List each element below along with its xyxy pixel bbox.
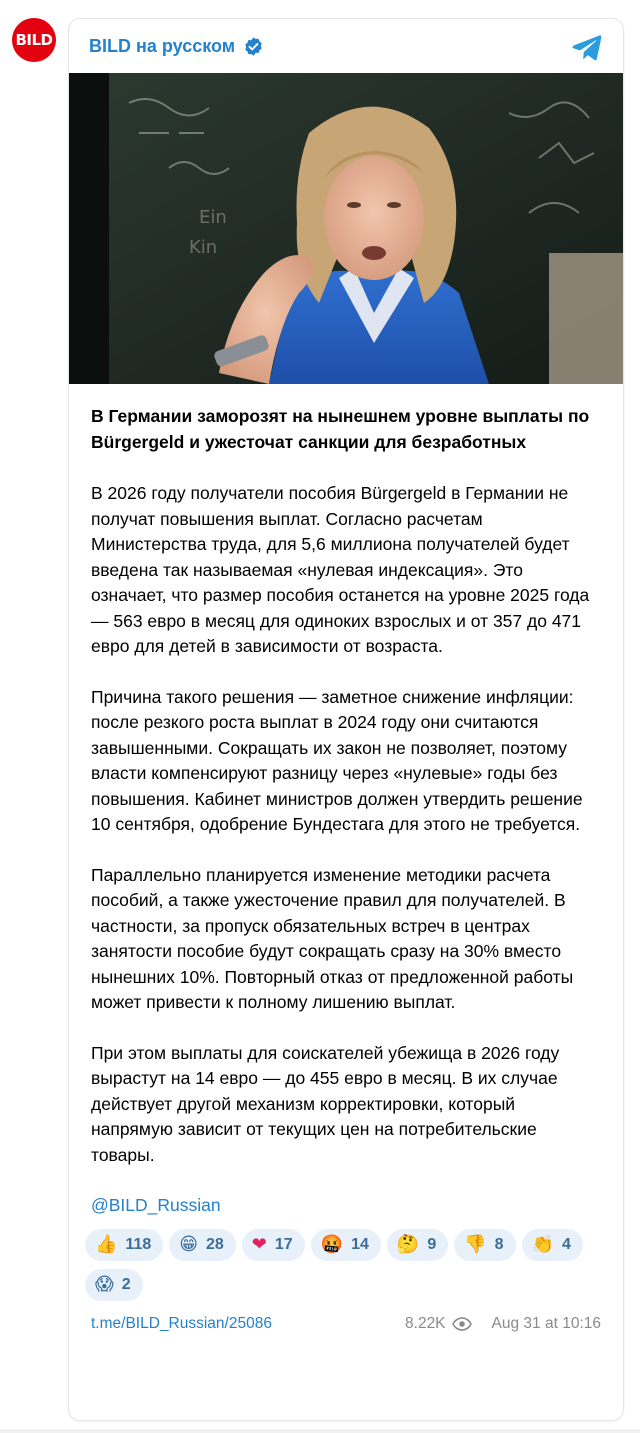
post-card: [68, 18, 624, 1421]
thumbs-up-icon: 👍: [95, 1234, 118, 1255]
clapping-hands-icon: 👏: [531, 1234, 554, 1255]
reaction-grin[interactable]: [169, 1229, 236, 1261]
post-permalink[interactable]: t.me/BILD_Russian/25086: [91, 1314, 272, 1332]
telegram-icon[interactable]: [571, 31, 603, 63]
reaction-clap[interactable]: [522, 1229, 583, 1261]
avatar[interactable]: [12, 18, 56, 62]
post-headline: В Германии заморозят на нынешнем уровне выплаты по Bürgergeld и ужесточат санкции для безработных: [91, 406, 590, 452]
view-counter: [405, 1315, 482, 1333]
reaction-count: 9: [427, 1235, 437, 1253]
post-date: Aug 31 at 10:16: [491, 1314, 601, 1332]
reactions-bar: [69, 1229, 623, 1301]
reaction-thumbs-down[interactable]: [454, 1229, 515, 1261]
thinking-face-icon: 🤔: [396, 1234, 420, 1255]
angry-face-icon: 🤬: [320, 1234, 344, 1255]
post-header: [69, 19, 623, 73]
reaction-angry[interactable]: [311, 1229, 381, 1261]
eye-icon: [452, 1317, 472, 1331]
reaction-count: 14: [351, 1235, 369, 1253]
reaction-thumbs-up[interactable]: [85, 1229, 163, 1261]
svg-text:Ein: Ein: [199, 207, 227, 228]
svg-text:Kin: Kin: [189, 237, 218, 258]
post-text: [69, 384, 623, 1219]
thumbs-down-icon: 👎: [464, 1234, 487, 1255]
reaction-heart[interactable]: [242, 1229, 305, 1261]
view-count: 8.22K: [405, 1314, 446, 1332]
avatar-logo-text: BILD: [15, 31, 53, 49]
woman-speaking-photo: [69, 73, 624, 384]
reaction-count: 4: [561, 1235, 571, 1253]
post-photo[interactable]: [69, 73, 624, 384]
page-bottom-divider: [0, 1429, 640, 1433]
reaction-thinking[interactable]: [387, 1229, 448, 1261]
post-paragraph: Причина такого решения — заметное снижение инфляции: после резкого роста выплат в 2024 году они считаются завышенными. Сокращать их закон не позволяет, поэтому власти компенсируют разницу через «нулевые» годы без повышения. Кабинет министров должен утвердить решение 10 сентября, одобрение Бундестага для этого не требуется.: [91, 686, 583, 834]
reaction-scream[interactable]: [85, 1269, 143, 1301]
post-paragraph: Параллельно планируется изменение методики расчета пособий, а также ужесточение правил для получателей. В частности, за пропуск обязательных встреч в центрах занятости пособие будут сокращать сразу на 30% вместо нынешних 10%. Повторный отказ от предложенной работы может привести к полному лишению выплат.: [91, 864, 574, 1012]
reaction-count: 17: [274, 1235, 293, 1253]
post-paragraph: В 2026 году получатели пособия Bürgergeld в Германии не получат повышения выплат. Согласно расчетам Министерства труда, для 5,6 миллиона получателей будет введена так называемая «нулевая индексация». Это означает, что размер пособия останется на уровне 2025 года — 563 евро в месяц для одиноких взрослых и от 357 до 471 евро для детей в зависимости от возраста.: [91, 483, 590, 656]
reaction-count: 8: [494, 1235, 504, 1253]
reaction-count: 28: [206, 1235, 224, 1253]
post-footer: [69, 1301, 623, 1333]
verified-icon: [243, 36, 264, 57]
post-paragraph: При этом выплаты для соискателей убежища в 2026 году вырастут на 14 евро — до 455 евро в месяц. В их случае действует другой механизм корректировки, который напрямую зависит от текущих цен на потребительские товары.: [91, 1042, 560, 1165]
grin-icon: 😁: [179, 1234, 198, 1255]
reaction-count: 118: [125, 1235, 152, 1253]
channel-handle-link[interactable]: @BILD_Russian: [91, 1195, 221, 1215]
screaming-face-icon: 😱: [95, 1274, 114, 1295]
channel-name[interactable]: BILD на русском: [89, 35, 236, 56]
heart-icon: ❤: [251, 1234, 267, 1255]
reaction-count: 2: [121, 1275, 131, 1293]
